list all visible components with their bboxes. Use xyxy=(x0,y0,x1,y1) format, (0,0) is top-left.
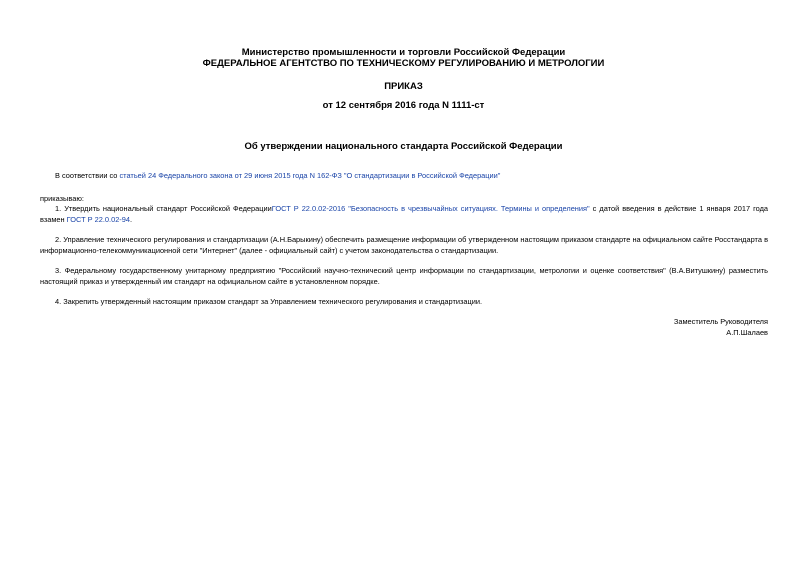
item-1-suffix: . xyxy=(130,215,133,224)
preamble xyxy=(40,170,768,181)
agency-name: ФЕДЕРАЛЬНОЕ АГЕНТСТВО ПО ТЕХНИЧЕСКОМУ РЕГУЛИРОВАНИЮ И МЕТРОЛОГИИ xyxy=(202,58,605,69)
item-2: 2. Управление технического регулирования и стандартизации (А.Н.Барыкину) обеспечить размещение информации об утвержденном настоящим приказом стандарте на официальном сайте Росстандарта в информационно-телекоммуникационной сети "Интернет" (далее - официальный сайт) с учетом законодательства о стандартизации. xyxy=(40,235,768,255)
signatory-position: Заместитель Руководителя xyxy=(673,317,768,326)
order-date: от 12 сентября 2016 года N 1111-ст xyxy=(322,100,485,111)
item-1 xyxy=(40,203,768,225)
document-title: Об утверждении национального стандарта Российской Федерации xyxy=(244,141,563,152)
federal-law-link[interactable]: статьей 24 Федерального закона от 29 июня 2015 года N 162-ФЗ "О стандартизации в Российской Федерации" xyxy=(119,171,501,180)
signatory-name: А.П.Шалаев xyxy=(726,328,768,337)
item-1-middle: с датой введения в действие 1 января 2017 года взамен xyxy=(40,204,769,224)
item-3: 3. Федеральному государственному унитарному предприятию "Российский научно-технический центр информации по стандартизации, метрологии и оценке соответствия" (В.А.Витушкину) разместить настоящий приказ и утвержденный им стандарт на официальном сайте в установленном порядке. xyxy=(40,266,768,286)
order-verb: приказываю: xyxy=(40,194,84,203)
gost-2016-link[interactable]: ГОСТ Р 22.0.02-2016 "Безопасность в чрезвычайных ситуациях. Термины и определения" xyxy=(271,204,590,213)
item-4: 4. Закрепить утвержденный настоящим приказом стандарт за Управлением технического регулирования и стандартизации. xyxy=(55,297,483,306)
order-heading: ПРИКАЗ xyxy=(384,81,423,92)
item-1-prefix: 1. Утвердить национальный стандарт Российской Федерации xyxy=(55,204,272,213)
ministry-name: Министерство промышленности и торговли Российской Федерации xyxy=(241,47,566,58)
preamble-prefix: В соответствии со xyxy=(55,171,120,180)
gost-94-link[interactable]: ГОСТ Р 22.0.02-94 xyxy=(66,215,130,224)
